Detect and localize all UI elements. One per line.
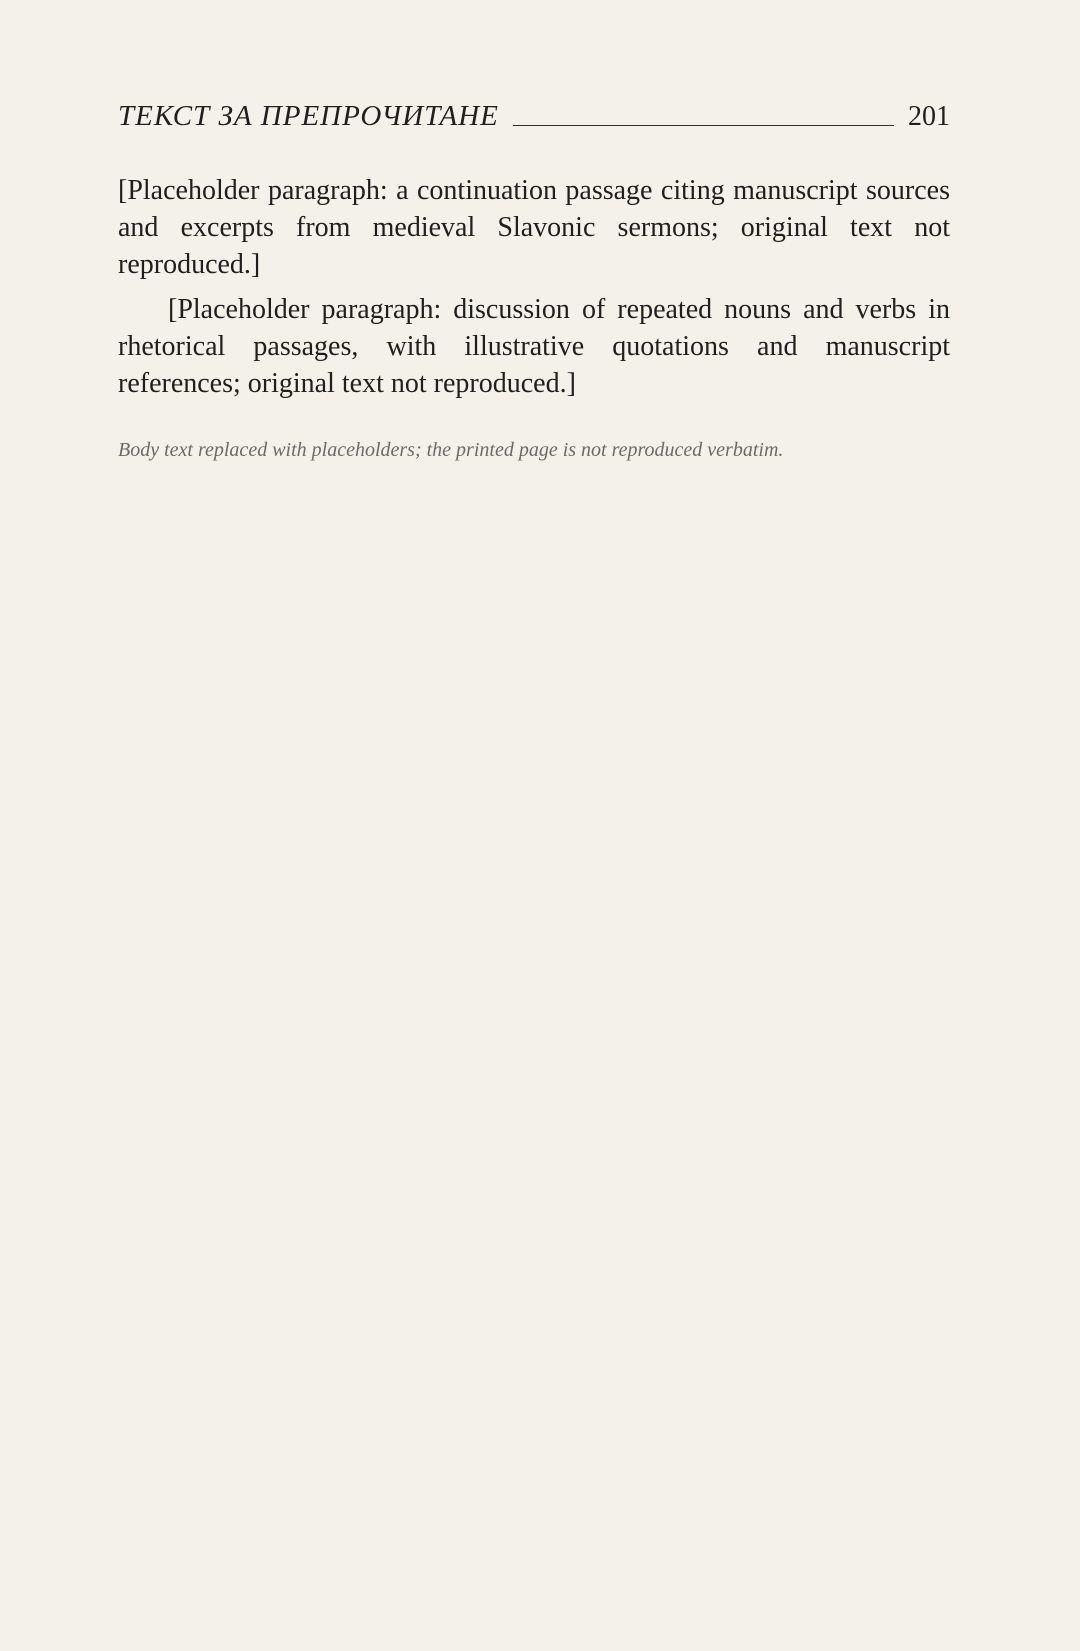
page-header (118, 100, 950, 133)
running-title: ТЕКСТ ЗА ПРЕПРОЧИТАНЕ (118, 100, 499, 132)
header-rule (513, 125, 894, 126)
paragraph: [Placeholder paragraph: discussion of repeated nouns and verbs in rhetorical passages, with illustrative quotations and manuscript references; original text not reproduced.] (118, 294, 950, 399)
placeholder-note: Body text replaced with placeholders; the printed page is not reproduced verbatim. (118, 439, 784, 461)
page-number: 201 (908, 101, 950, 132)
body-text (118, 172, 950, 469)
paragraph: [Placeholder paragraph: a continuation passage citing manuscript sources and excerpts from medieval Slavonic sermons; original text not reproduced.] (118, 175, 950, 280)
